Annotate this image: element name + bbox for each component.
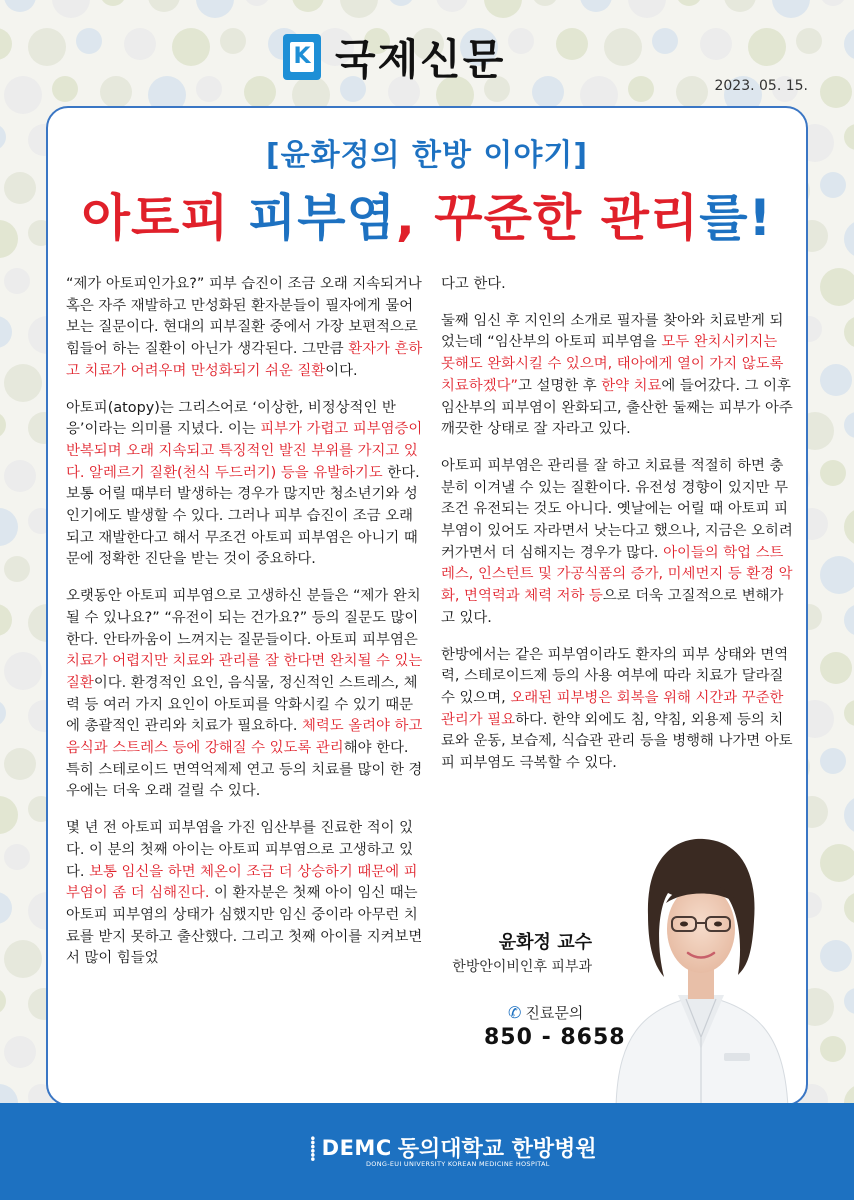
body-text: 아토피 피부염은 관리를 잘 하고 치료를 적절히 하면 충분히 이겨낼 수 있는 질환이다. 유전성 경향이 있지만 무조건 유전되는 것도 아니다. 옛날에는 어릴 때 아토피 피부염이 있어도 자라면서 낫는다고 했으나, 지금은 오히려 커가면서 더 심해지는 경우가 많다. <box>441 457 793 561</box>
hospital-name: 동의대학교 한방병원 <box>397 1137 597 1162</box>
logo-letter: K <box>290 42 314 72</box>
body-text: 한다. 보통 어릴 때부터 발생하는 경우가 많지만 청소년기와 성인기에도 발생할 수 있다. 그러나 피부 습진이 조금 오래되고 재발한다고 해서 무조건 아토피 피부염은 아니기 때문에 정확한 진단을 받는 것이 중요하다. <box>66 464 420 568</box>
headline-part-1: 아토피 <box>81 189 248 247</box>
author-portrait <box>606 817 796 1107</box>
paragraph <box>66 818 426 970</box>
headline-part-2: 피부염 <box>247 189 396 247</box>
paragraph <box>441 311 795 441</box>
publication-date: 2023. 05. 15. <box>714 78 808 94</box>
article-column-left <box>66 274 426 985</box>
body-text: 몇 년 전 아토피 피부염을 가진 임산부를 진료한 적이 있다. 이 분의 첫째 아이는 아토피 피부염으로 고생하고 있다. <box>66 820 414 880</box>
body-text: 둘째 임신 후 지인의 소개로 필자를 찾아와 치료받게 되었는데 “임산부의 아토피 피부염을 <box>441 312 784 351</box>
phone-number: 850 - 8658 <box>484 1025 626 1050</box>
highlight-text: 모두 완치시키지는 못해도 완화시킬 수 있으며, 태아에게 열이 가지 않도록 치료하겠다” <box>441 334 784 394</box>
body-text: 한방에서는 같은 피부염이라도 환자의 피부 상태와 면역력, 스테로이드제 등의 사용 여부에 따라 치료가 달라질 수 있으며, <box>441 646 789 706</box>
paragraph <box>66 586 426 803</box>
logo-k-icon <box>283 34 321 80</box>
hospital-mark-icon: ⸽ <box>310 1136 316 1162</box>
highlight-text: 보통 임신을 하면 체온이 조금 더 상승하기 때문에 피부염이 좀 더 심해진다. <box>66 863 418 902</box>
body-text: 아토피(atopy)는 그리스어로 ‘이상한, 비정상적인 반응’이라는 의미를 지녔다. 이는 <box>66 399 396 438</box>
body-text: 이다. 환경적인 요인, 음식물, 정신적인 스트레스, 체력 등 여러 가지 요인이 아토피를 악화시킬 수 있기 때문에 총괄적인 관리와 치료가 필요하다. <box>66 674 418 735</box>
body-text: “제가 아토피인가요?” 피부 습진이 조금 오래 지속되거나 혹은 자주 재발하고 만성화된 환자분들이 필자에게 물어보는 질문이다. 현대의 피부질환 중에서 가장 보편적으로 힘들어 하는 질환이 아닌가 생각된다. 그만큼 <box>66 276 422 358</box>
hospital-name-english: DONG-EUI UNIVERSITY KOREAN MEDICINE HOSPITAL <box>366 1160 550 1168</box>
paragraph <box>441 456 795 630</box>
paragraph <box>66 398 426 572</box>
series-title: [윤화정의 한방 이야기] <box>265 138 589 173</box>
highlight-text: 오래된 피부병은 회복을 위해 시간과 꾸준한 관리가 필요 <box>441 689 784 728</box>
highlight-text: 치료가 어렵지만 치료와 관리를 잘 한다면 완치될 수 있는 질환 <box>66 653 423 691</box>
body-text: 하다. 한약 외에도 침, 약침, 외용제 등의 치료와 운동, 보습제, 식습관 관리 등을 병행해 나가면 아토피 피부염도 극복할 수 있다. <box>441 711 793 772</box>
author-department: 한방안이비인후 피부과 <box>452 959 592 975</box>
article-column-right <box>441 274 795 790</box>
highlight-text: 피부가 가렵고 피부염증이 반복되며 오래 지속되고 특징적인 발진 부위를 가지고 있다. 알레르기 질환(천식 두드러기) 등을 유발하기도 <box>66 421 423 481</box>
newspaper-logo <box>283 22 505 92</box>
headline-part-4: 를! <box>699 189 773 247</box>
headline <box>0 178 854 250</box>
highlight-text: 한약 치료 <box>601 377 662 394</box>
body-text: 에 들어갔다. 그 이후 임산부의 피부염이 완화되고, 출산한 둘째는 피부가 아주 깨끗한 상태로 잘 자라고 있다. <box>441 377 793 438</box>
hospital-logo <box>310 1132 597 1163</box>
paragraph <box>441 274 795 296</box>
newspaper-name: 국제신문 <box>335 35 506 84</box>
hospital-mark-text: DEMC <box>321 1135 392 1160</box>
body-text: 으로 더욱 고질적으로 변해가고 있다. <box>441 588 784 626</box>
highlight-text: 체력도 올려야 하고 음식과 스트레스 등에 강해질 수 있도록 관리 <box>66 718 423 757</box>
body-text: 이 환자분은 첫째 아이 임신 때는 아토피 피부염의 상태가 심했지만 임신 중이라 아무런 치료를 받지 못하고 출산했다. 그리고 첫째 아이를 지켜보면서 많이 힘들었 <box>66 885 423 967</box>
paragraph <box>441 645 795 775</box>
inquiry-label <box>508 1002 583 1023</box>
phone-icon: ✆ <box>508 1003 522 1022</box>
body-text: 오랫동안 아토피 피부염으로 고생하신 분들은 “제가 완치될 수 있나요?” “유전이 되는 건가요?” 등의 질문도 많이 한다. 안타까움이 느껴지는 질문들이다. 아토피 피부염은 <box>66 588 421 648</box>
highlight-text: 환자가 흔하고 치료가 어려우며 만성화되기 쉬운 질환 <box>66 341 423 379</box>
newspaper-header <box>0 0 854 105</box>
inquiry-text: 진료문의 <box>525 1004 584 1022</box>
body-text: 다고 한다. <box>441 276 506 292</box>
body-text: 고 설명한 후 <box>517 377 602 394</box>
headline-part-3: , 꾸준한 관리 <box>395 189 700 247</box>
author-name: 윤화정 교수 <box>498 932 592 953</box>
highlight-text: 아이들의 학업 스트레스, 인스턴트 및 가공식품의 증가, 미세먼지 등 환경 악화, 면역력과 체력 저하 등 <box>441 544 793 605</box>
body-text: 해야 한다. 특히 스테로이드 면역억제제 연고 등의 치료를 많이 한 경우에는 더욱 오래 걸릴 수 있다. <box>66 740 423 800</box>
paragraph <box>66 274 426 383</box>
body-text: 이다. <box>325 362 358 379</box>
